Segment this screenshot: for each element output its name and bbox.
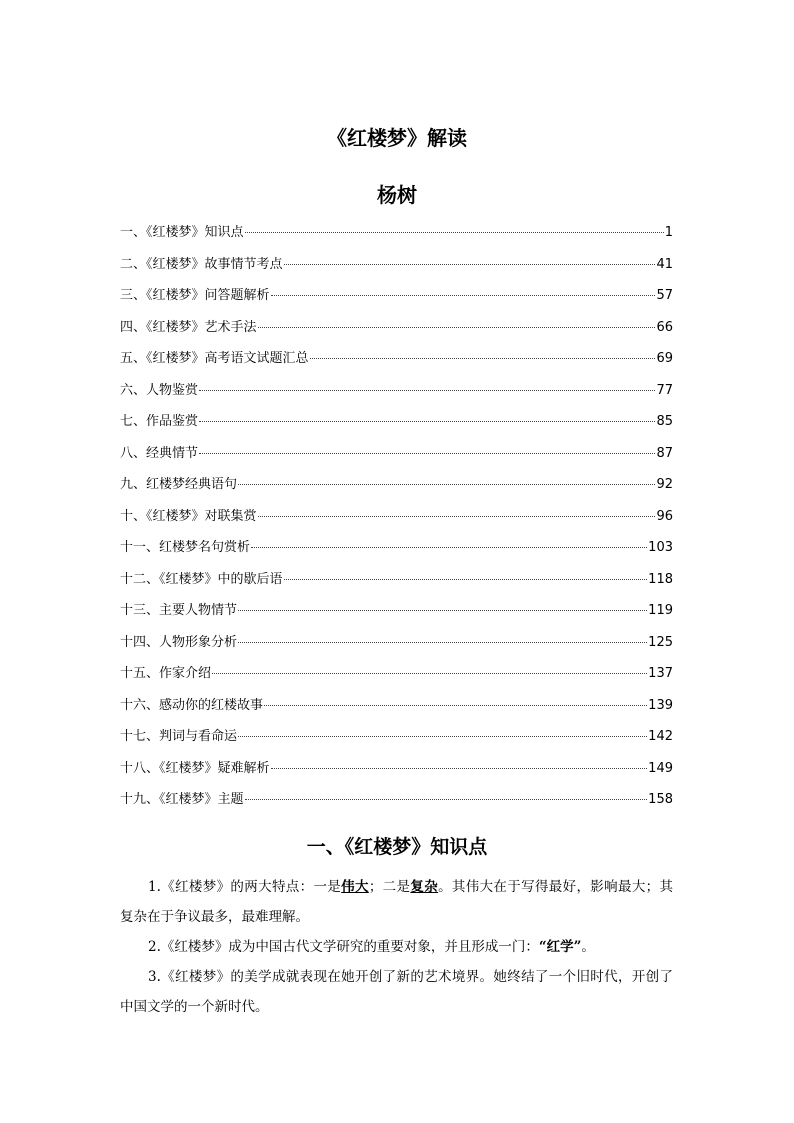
- emphasis-greatness: 伟大: [341, 879, 369, 895]
- toc-entry-page: 66: [656, 319, 673, 335]
- toc-entry-page: 85: [656, 414, 673, 429]
- toc-entry-label: 六、人物鉴赏: [120, 382, 199, 398]
- toc-entry[interactable]: [120, 663, 673, 695]
- toc-entry[interactable]: [120, 317, 673, 349]
- toc-entry-page: 96: [656, 508, 673, 524]
- toc-entry-label: 九、红楼梦经典语句: [120, 477, 238, 492]
- toc-entry-label: 五、《红楼梦》高考语文试题汇总: [120, 351, 309, 366]
- emphasis-complexity: 复杂: [410, 879, 439, 895]
- toc-entry[interactable]: [120, 443, 673, 475]
- toc-entry-page: 142: [648, 729, 673, 744]
- toc-entry[interactable]: [120, 474, 673, 506]
- toc-entry-label: 三、《红楼梦》问答题解析: [120, 288, 270, 303]
- toc-entry[interactable]: [120, 789, 673, 821]
- toc-entry-page: 57: [656, 288, 673, 303]
- toc-dot-leader: [284, 579, 648, 580]
- toc-entry-label: 十、《红楼梦》对联集赏: [120, 508, 257, 524]
- toc-dot-leader: [238, 610, 647, 611]
- toc-entry-label: 二、《红楼梦》故事情节考点: [120, 256, 283, 272]
- document-title: 《红楼梦》解读: [327, 126, 467, 150]
- toc-entry-page: 69: [656, 351, 673, 366]
- toc-entry[interactable]: [120, 285, 673, 317]
- paragraph-1: 1.《红楼梦》的两大特点：一是伟大；二是复杂。其伟大在于写得最好，影响最大；其复杂在于争议最多，最难理解。: [120, 879, 674, 925]
- toc-entry[interactable]: [120, 569, 673, 601]
- toc-entry-page: 77: [656, 382, 673, 398]
- toc-dot-leader: [310, 358, 656, 359]
- toc-entry[interactable]: [120, 348, 673, 380]
- section-body: [120, 872, 673, 1022]
- toc-entry[interactable]: [120, 726, 673, 758]
- toc-dot-leader: [251, 547, 647, 548]
- toc-entry-page: 103: [648, 540, 673, 555]
- paragraph-2: 2.《红楼梦》成为中国古代文学研究的重要对象，并且形成一门：“红学”。: [148, 939, 595, 955]
- toc-entry-page: 125: [648, 634, 673, 650]
- toc-dot-leader: [271, 768, 648, 769]
- toc-dot-leader: [199, 421, 655, 422]
- toc-entry-label: 十八、《红楼梦》疑难解析: [120, 760, 270, 776]
- toc-dot-leader: [245, 799, 648, 800]
- toc-entry-label: 十三、主要人物情节: [120, 603, 238, 618]
- toc-entry-label: 七、作品鉴赏: [120, 414, 199, 429]
- toc-dot-leader: [238, 736, 647, 737]
- toc-entry-label: 十九、《红楼梦》主题: [120, 792, 244, 807]
- toc-entry-page: 1: [664, 225, 673, 240]
- toc-entry-label: 十六、感动你的红楼故事: [120, 697, 264, 713]
- toc-entry-page: 139: [648, 697, 673, 713]
- toc-entry[interactable]: [120, 632, 673, 664]
- table-of-contents: [120, 222, 673, 821]
- toc-entry[interactable]: [120, 695, 673, 727]
- toc-entry-page: 41: [656, 256, 673, 272]
- toc-entry[interactable]: [120, 222, 673, 254]
- toc-entry-label: 十一、红楼梦名句赏析: [120, 540, 251, 555]
- toc-entry-label: 十七、判词与看命运: [120, 729, 238, 744]
- toc-dot-leader: [258, 516, 656, 517]
- toc-entry-label: 四、《红楼梦》艺术手法: [120, 319, 257, 335]
- toc-dot-leader: [199, 453, 655, 454]
- toc-entry[interactable]: [120, 758, 673, 790]
- toc-entry-page: 87: [656, 445, 673, 461]
- toc-dot-leader: [271, 295, 656, 296]
- toc-dot-leader: [245, 232, 664, 233]
- toc-entry-page: 158: [648, 792, 673, 807]
- toc-dot-leader: [199, 390, 655, 391]
- toc-entry-label: 十五、作家介绍: [120, 666, 212, 681]
- section-heading: 一、《红楼梦》知识点: [306, 836, 488, 858]
- toc-dot-leader: [238, 642, 647, 643]
- toc-dot-leader: [264, 705, 647, 706]
- toc-entry[interactable]: [120, 506, 673, 538]
- toc-entry[interactable]: [120, 254, 673, 286]
- toc-entry[interactable]: [120, 380, 673, 412]
- toc-entry[interactable]: [120, 411, 673, 443]
- toc-entry-page: 137: [648, 666, 673, 681]
- toc-entry-label: 十四、人物形象分析: [120, 634, 238, 650]
- toc-entry[interactable]: [120, 600, 673, 632]
- paragraph-3: 3.《红楼梦》的美学成就表现在她开创了新的艺术境界。她终结了一个旧时代，开创了中国文学的一个新时代。: [120, 969, 673, 1015]
- toc-dot-leader: [284, 264, 656, 265]
- toc-entry-label: 十二、《红楼梦》中的歇后语: [120, 571, 283, 587]
- toc-entry-page: 118: [648, 571, 673, 587]
- toc-entry-label: 一、《红楼梦》知识点: [120, 225, 244, 240]
- toc-dot-leader: [212, 673, 647, 674]
- emphasis-hongxue: “红学”: [538, 939, 582, 955]
- toc-dot-leader: [238, 484, 655, 485]
- toc-dot-leader: [258, 327, 656, 328]
- toc-entry-page: 119: [648, 603, 673, 618]
- toc-entry[interactable]: [120, 537, 673, 569]
- toc-entry-page: 149: [648, 760, 673, 776]
- toc-entry-page: 92: [656, 477, 673, 492]
- document-author: 杨树: [377, 183, 417, 207]
- toc-entry-label: 八、经典情节: [120, 445, 199, 461]
